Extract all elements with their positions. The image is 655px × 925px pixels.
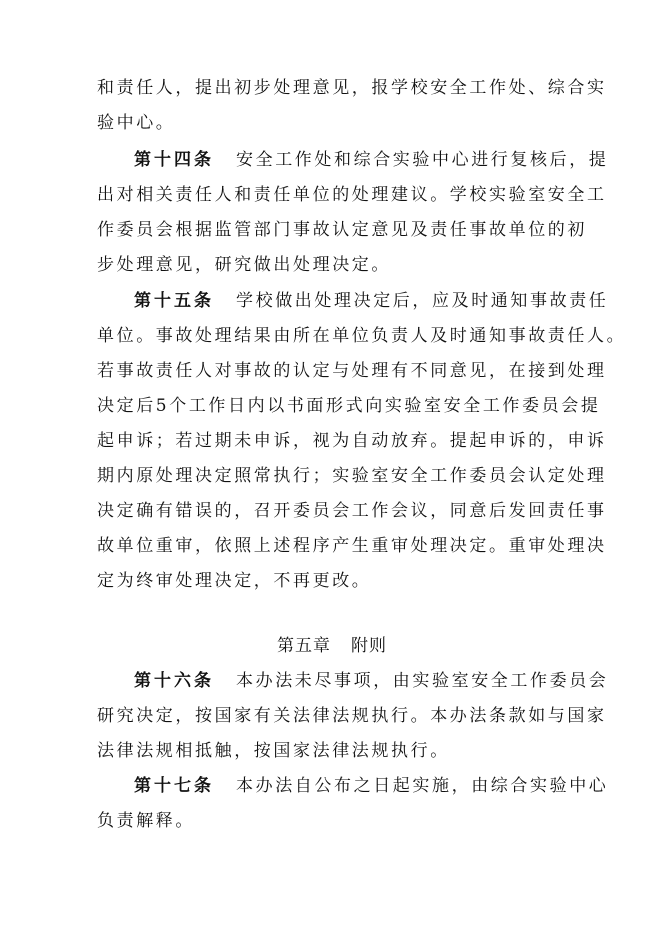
article-text: 学校做出处理决定后，应及时通知事故责任	[236, 291, 609, 311]
paragraph-line: 验中心。	[97, 113, 176, 133]
article-text: 本办法自公布之日起实施，由综合实验中心	[236, 776, 609, 796]
paragraph-line: 单位。事故处理结果由所在单位负责人及时通知事故责任人。	[97, 326, 627, 346]
paragraph-line: 和责任人，提出初步处理意见，报学校安全工作处、综合实	[97, 78, 607, 98]
chapter-number: 第五章	[277, 636, 331, 656]
chapter-title: 附则	[351, 636, 387, 656]
paragraph-line: 作委员会根据监管部门事故认定意见及责任事故单位的初	[97, 220, 587, 240]
paragraph-line: 故单位重审，依照上述程序产生重审处理决定。重审处理决	[97, 536, 607, 556]
article-17-line-1	[134, 774, 608, 798]
article-number: 第十四条	[134, 150, 214, 170]
paragraph-line: 决定后5个工作日内以书面形式向实验室安全工作委员会提	[97, 396, 601, 416]
paragraph-line: 若事故责任人对事故的认定与处理有不同意见，在接到处理	[97, 361, 607, 381]
article-number: 第十七条	[134, 776, 214, 796]
chapter-heading	[97, 634, 567, 658]
paragraph-line: 研究决定，按国家有关法律法规执行。本办法条款如与国家	[97, 706, 607, 726]
paragraph-line: 起申诉；若过期未申诉，视为自动放弃。提起申诉的，申诉	[97, 431, 607, 451]
paragraph-line: 决定确有错误的，召开委员会工作会议，同意后发回责任事	[97, 501, 607, 521]
paragraph-line: 出对相关责任人和责任单位的处理建议。学校实验室安全工	[97, 185, 607, 205]
article-text: 本办法未尽事项，由实验室安全工作委员会	[236, 671, 609, 691]
article-number: 第十六条	[134, 671, 214, 691]
paragraph-line: 负责解释。	[97, 811, 195, 831]
article-14-line-1	[134, 148, 608, 172]
article-16-line-1	[134, 669, 608, 693]
paragraph-line: 期内原处理决定照常执行；实验室安全工作委员会认定处理	[97, 466, 607, 486]
article-text: 安全工作处和综合实验中心进行复核后，提	[236, 150, 609, 170]
article-15-line-1	[134, 289, 608, 313]
paragraph-line: 法律法规相抵触，按国家法律法规执行。	[97, 741, 450, 761]
paragraph-line: 步处理意见，研究做出处理决定。	[97, 255, 391, 275]
article-number: 第十五条	[134, 291, 214, 311]
paragraph-line: 定为终审处理决定，不再更改。	[97, 571, 372, 591]
